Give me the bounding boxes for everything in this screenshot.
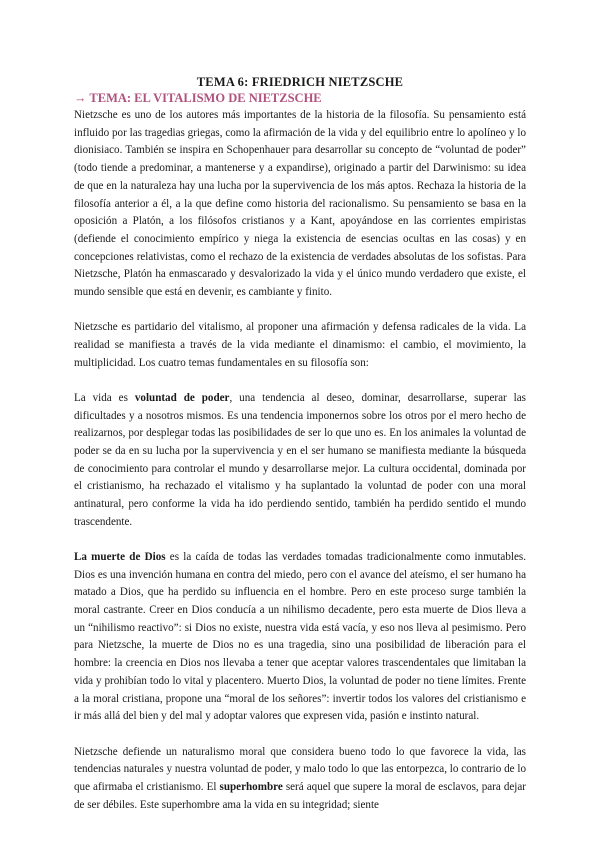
- section-heading: → TEMA: EL VITALISMO DE NIETZSCHE: [74, 91, 322, 105]
- paragraph-will-to-power: [74, 390, 526, 532]
- will-to-power-text: , una tendencia al deseo, dominar, desarrollarse, superar las dificultades y a nosotros mismos. Es una tendencia imponernos sobre los otros por el mero hecho de realizarnos, por desplegar todas las posibilidades de ser lo que uno es. En los animales la voluntad de poder se da en su lucha por la supervivencia y en el ser humano se manifiesta mediante la búsqueda de conocimiento para controlar el mundo y desarrollarse mejor. La cultura occidental, dominada por el cristianismo, ha rechazado el vitalismo y ha suplantado la voluntad de poder con una moral antinatural, pero conforme la vida ha ido perdiendo sentido, también ha perdido sentido el mundo trascendente.: [74, 391, 526, 528]
- superman-lead: Nietzsche defiende un naturalismo moral que considera bueno todo lo que favorece la vida, las tendencias naturales y nuestra voluntad de poder, y malo todo lo que las entorpezca, lo contrario de lo que afirmaba el cristianismo. El: [74, 745, 526, 793]
- paragraph-vitalism: Nietzsche es partidario del vitalismo, al proponer una afirmación y defensa radicales de la vida. La realidad se manifiesta a través de la vida mediante el dinamismo: el cambio, el movimiento, la multiplicidad. Los cuatro temas fundamentales en su filosofía son:: [74, 321, 526, 369]
- paragraph-intro: Nietzsche es uno de los autores más importantes de la historia de la filosofía. Su pensamiento está influido por las tragedias griegas, como la afirmación de la vida y del equilibrio entre lo apolíneo y lo dionisiaco. También se inspira en Schopenhauer para desarrollar su concepto de “voluntad de poder” (todo tiende a predominar, a mantenerse y a expandirse), originado a partir del Darwinismo: su idea de que en la naturaleza hay una lucha por la supervivencia de los más aptos. Rechaza la historia de la filosofía anterior a él, a la que define como historia del racionalismo. Su pensamiento se basa en la oposición a Platón, a los filósofos cristianos y a Kant, apoyándose en las corrientes empiristas (defiende el conocimiento empírico y niega la existencia de esencias ocultas en las cosas) y en concepciones relativistas, como el rechazo de la existencia de verdades absolutas de los sofistas. Para Nietzsche, Platón ha enmascarado y desvalorizado la vida y el único mundo verdadero que existe, el mundo sensible que está en devenir, es cambiante y finito.: [74, 109, 526, 299]
- death-of-god-term: La muerte de Dios: [74, 550, 166, 563]
- document-title: TEMA 6: FRIEDRICH NIETZSCHE: [196, 75, 404, 89]
- superman-term: superhombre: [219, 780, 283, 793]
- superman-text: será aquel que supere la moral de esclavos, para dejar de ser débiles. Este superhombre ama la vida en su integridad; siente: [74, 780, 526, 811]
- will-to-power-term: voluntad de poder: [134, 391, 230, 404]
- will-to-power-lead: La vida es: [74, 391, 135, 404]
- paragraph-death-of-god: [74, 549, 526, 726]
- death-of-god-text: es la caída de todas las verdades tomadas tradicionalmente como inmutables. Dios es una invención humana en contra del miedo, pero con el avance del ateísmo, el ser humano ha matado a Dios, que ha perdido su influencia en el hombre. Pero en este proceso surge también la moral castrante. Creer en Dios conducía a un nihilismo decadente, pero esta muerte de Dios lleva a un “nihilismo reactivo”: si Dios no existe, nuestra vida está vacía, y eso nos lleva al pesimismo. Pero para Nietzsche, la muerte de Dios no es una tragedia, sino una posibilidad de liberación para el hombre: la creencia en Dios nos llevaba a tener que aceptar valores trascendentales que limitaban la vida y prohibían todo lo vital y placentero. Muerto Dios, la voluntad de poder no tiene límites. Frente a la moral cristiana, propone una “moral de los señores”: invertir todos los valores del cristianismo e ir más allá del bien y del mal y adoptar valores que expresen vida, pasión e instinto natural.: [74, 550, 527, 723]
- paragraph-superman: [74, 744, 526, 815]
